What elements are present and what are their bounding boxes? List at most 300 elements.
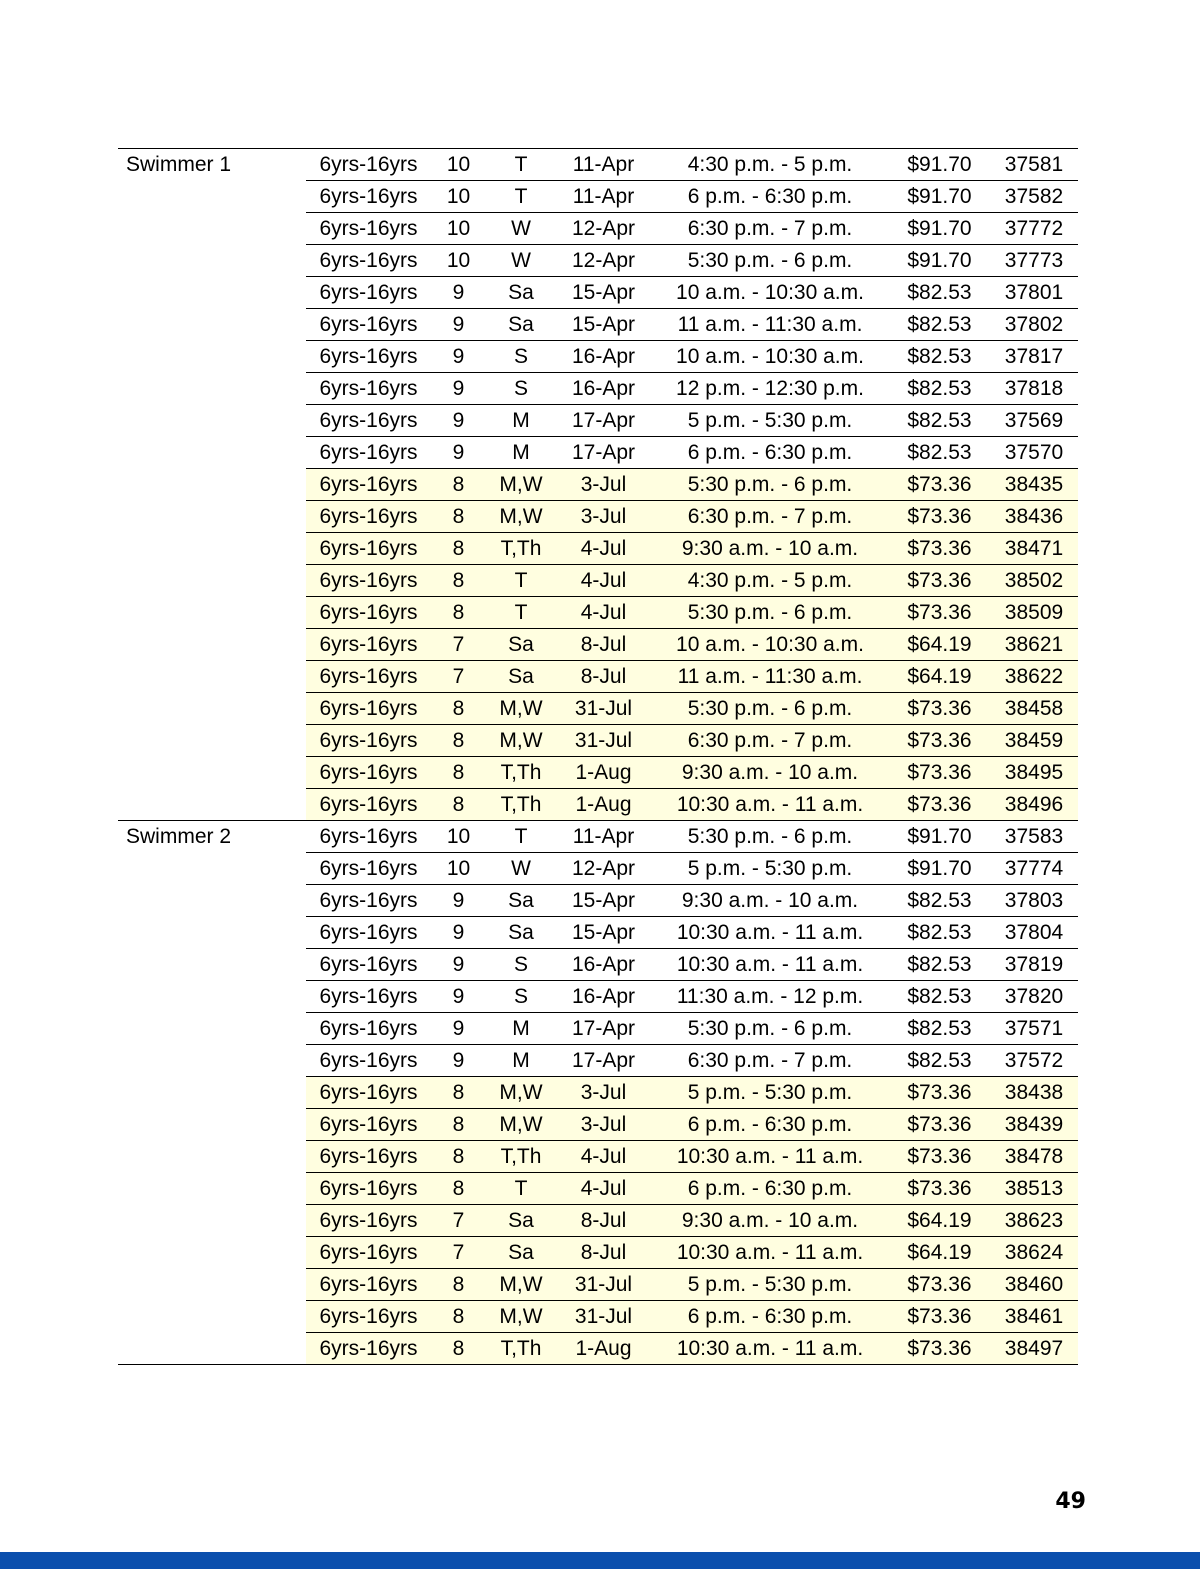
class-count-cell: 8: [452, 729, 465, 752]
class-count-cell: 9: [452, 1017, 465, 1040]
price-cell: $82.53: [907, 377, 972, 400]
table-row: [306, 885, 1078, 917]
table-row: [306, 213, 1078, 245]
class-count-cell: 8: [452, 601, 465, 624]
start-date-cell: 16-Apr: [571, 345, 636, 368]
start-date-cell: 16-Apr: [571, 953, 636, 976]
table-row: [306, 597, 1078, 629]
age-cell: 6yrs-16yrs: [319, 1113, 418, 1136]
table-row: [306, 405, 1078, 437]
time-cell: 5:30 p.m. - 6 p.m.: [687, 825, 853, 848]
price-cell: $73.36: [907, 761, 972, 784]
start-date-cell: 15-Apr: [571, 921, 636, 944]
time-cell: 5:30 p.m. - 6 p.m.: [687, 697, 853, 720]
age-cell: 6yrs-16yrs: [319, 761, 418, 784]
course-code-cell: 37570: [1004, 441, 1064, 464]
age-cell: 6yrs-16yrs: [319, 1017, 418, 1040]
table-row: [306, 469, 1078, 501]
age-cell: 6yrs-16yrs: [319, 697, 418, 720]
start-date-cell: 1-Aug: [575, 793, 632, 816]
class-count-cell: 7: [452, 665, 465, 688]
days-cell: Sa: [508, 1241, 534, 1264]
age-cell: 6yrs-16yrs: [319, 953, 418, 976]
age-cell: 6yrs-16yrs: [319, 633, 418, 656]
time-cell: 5:30 p.m. - 6 p.m.: [687, 249, 853, 272]
price-cell: $73.36: [907, 1113, 972, 1136]
age-cell: 6yrs-16yrs: [319, 153, 418, 176]
age-cell: 6yrs-16yrs: [319, 729, 418, 752]
age-cell: 6yrs-16yrs: [319, 1209, 418, 1232]
course-code-cell: 38513: [1004, 1177, 1064, 1200]
start-date-cell: 16-Apr: [571, 377, 636, 400]
time-cell: 5 p.m. - 5:30 p.m.: [687, 409, 853, 432]
class-schedule-table: [118, 148, 1078, 1365]
table-row: [306, 661, 1078, 693]
start-date-cell: 11-Apr: [572, 185, 635, 208]
age-cell: 6yrs-16yrs: [319, 281, 418, 304]
age-cell: 6yrs-16yrs: [319, 793, 418, 816]
class-count-cell: 8: [452, 505, 465, 528]
price-cell: $73.36: [907, 1337, 972, 1360]
time-cell: 11 a.m. - 11:30 a.m.: [677, 665, 863, 688]
start-date-cell: 8-Jul: [580, 1241, 627, 1264]
price-cell: $82.53: [907, 345, 972, 368]
price-cell: $73.36: [907, 569, 972, 592]
table-row: [306, 181, 1078, 213]
price-cell: $73.36: [907, 729, 972, 752]
start-date-cell: 15-Apr: [571, 281, 636, 304]
table-row: [306, 1333, 1078, 1364]
time-cell: 6:30 p.m. - 7 p.m.: [687, 1049, 853, 1072]
price-cell: $73.36: [907, 1273, 972, 1296]
days-cell: S: [513, 953, 528, 976]
course-code-cell: 38435: [1004, 473, 1064, 496]
table-row: [306, 1205, 1078, 1237]
time-cell: 10:30 a.m. - 11 a.m.: [676, 921, 864, 944]
table-row: [306, 1301, 1078, 1333]
days-cell: T: [514, 153, 528, 176]
days-cell: Sa: [508, 665, 534, 688]
age-cell: 6yrs-16yrs: [319, 537, 418, 560]
class-count-cell: 9: [452, 313, 465, 336]
price-cell: $82.53: [907, 313, 972, 336]
start-date-cell: 17-Apr: [571, 1017, 636, 1040]
price-cell: $73.36: [907, 1081, 972, 1104]
days-cell: S: [513, 377, 528, 400]
time-cell: 9:30 a.m. - 10 a.m.: [681, 889, 859, 912]
price-cell: $82.53: [907, 1049, 972, 1072]
days-cell: Sa: [508, 1209, 534, 1232]
age-cell: 6yrs-16yrs: [319, 377, 418, 400]
age-cell: 6yrs-16yrs: [319, 921, 418, 944]
start-date-cell: 12-Apr: [571, 249, 636, 272]
days-cell: W: [511, 217, 531, 240]
price-cell: $91.70: [907, 217, 972, 240]
start-date-cell: 31-Jul: [574, 1305, 633, 1328]
course-code-cell: 38495: [1004, 761, 1064, 784]
days-cell: M,W: [499, 697, 543, 720]
start-date-cell: 17-Apr: [571, 441, 636, 464]
days-cell: Sa: [508, 633, 534, 656]
start-date-cell: 3-Jul: [580, 1113, 627, 1136]
time-cell: 6 p.m. - 6:30 p.m.: [687, 1113, 853, 1136]
class-count-cell: 9: [452, 921, 465, 944]
table-row: [306, 1173, 1078, 1205]
table-row: [306, 725, 1078, 757]
time-cell: 5:30 p.m. - 6 p.m.: [687, 473, 853, 496]
start-date-cell: 31-Jul: [574, 729, 633, 752]
age-cell: 6yrs-16yrs: [319, 217, 418, 240]
time-cell: 11:30 a.m. - 12 p.m.: [676, 985, 864, 1008]
course-code-cell: 38458: [1004, 697, 1064, 720]
time-cell: 5:30 p.m. - 6 p.m.: [687, 1017, 853, 1040]
price-cell: $64.19: [907, 665, 972, 688]
class-count-cell: 7: [452, 1241, 465, 1264]
time-cell: 4:30 p.m. - 5 p.m.: [687, 569, 853, 592]
course-code-cell: 38624: [1004, 1241, 1064, 1264]
days-cell: M,W: [499, 473, 543, 496]
table-row: [306, 1045, 1078, 1077]
table-row: [306, 693, 1078, 725]
start-date-cell: 4-Jul: [580, 601, 627, 624]
course-code-cell: 37819: [1004, 953, 1064, 976]
table-row: [306, 245, 1078, 277]
age-cell: 6yrs-16yrs: [319, 249, 418, 272]
start-date-cell: 17-Apr: [571, 1049, 636, 1072]
table-row: [306, 341, 1078, 373]
class-count-cell: 8: [452, 1177, 465, 1200]
days-cell: M,W: [499, 1273, 543, 1296]
footer-bar: [0, 1552, 1200, 1569]
table-row: [306, 1269, 1078, 1301]
course-code-cell: 37572: [1004, 1049, 1064, 1072]
days-cell: Sa: [508, 889, 534, 912]
time-cell: 5 p.m. - 5:30 p.m.: [687, 1081, 853, 1104]
time-cell: 5:30 p.m. - 6 p.m.: [687, 601, 853, 624]
age-cell: 6yrs-16yrs: [319, 889, 418, 912]
days-cell: W: [511, 249, 531, 272]
days-cell: T,Th: [500, 761, 542, 784]
days-cell: T,Th: [500, 793, 542, 816]
course-code-cell: 37802: [1004, 313, 1064, 336]
days-cell: M,W: [499, 505, 543, 528]
group-2: [118, 821, 1078, 1365]
days-cell: M,W: [499, 729, 543, 752]
page-number: 49: [1055, 1489, 1086, 1514]
time-cell: 11 a.m. - 11:30 a.m.: [677, 313, 863, 336]
class-count-cell: 10: [446, 825, 471, 848]
class-count-cell: 8: [452, 697, 465, 720]
class-count-cell: 9: [452, 409, 465, 432]
price-cell: $82.53: [907, 441, 972, 464]
price-cell: $73.36: [907, 473, 972, 496]
table-row: [306, 1013, 1078, 1045]
price-cell: $91.70: [907, 185, 972, 208]
class-count-cell: 8: [452, 569, 465, 592]
class-count-cell: 8: [452, 537, 465, 560]
course-code-cell: 38496: [1004, 793, 1064, 816]
days-cell: T,Th: [500, 537, 542, 560]
start-date-cell: 16-Apr: [571, 985, 636, 1008]
age-cell: 6yrs-16yrs: [319, 601, 418, 624]
class-count-cell: 10: [446, 217, 471, 240]
course-code-cell: 37820: [1004, 985, 1064, 1008]
table-row: [306, 1237, 1078, 1269]
price-cell: $64.19: [907, 1209, 972, 1232]
course-code-cell: 38478: [1004, 1145, 1064, 1168]
class-count-cell: 9: [452, 985, 465, 1008]
start-date-cell: 3-Jul: [580, 1081, 627, 1104]
start-date-cell: 1-Aug: [575, 1337, 632, 1360]
start-date-cell: 4-Jul: [580, 1145, 627, 1168]
class-count-cell: 10: [446, 857, 471, 880]
age-cell: 6yrs-16yrs: [319, 1337, 418, 1360]
table-row: [306, 437, 1078, 469]
days-cell: M,W: [499, 1113, 543, 1136]
days-cell: M: [512, 1017, 530, 1040]
table-row: [306, 917, 1078, 949]
class-count-cell: 10: [446, 249, 471, 272]
class-count-cell: 7: [452, 1209, 465, 1232]
class-count-cell: 8: [452, 473, 465, 496]
class-count-cell: 9: [452, 345, 465, 368]
class-count-cell: 8: [452, 793, 465, 816]
price-cell: $82.53: [907, 1017, 972, 1040]
price-cell: $82.53: [907, 953, 972, 976]
table-row: [306, 277, 1078, 309]
class-count-cell: 10: [446, 185, 471, 208]
start-date-cell: 31-Jul: [574, 1273, 633, 1296]
start-date-cell: 17-Apr: [571, 409, 636, 432]
start-date-cell: 3-Jul: [580, 505, 627, 528]
table-row: [306, 853, 1078, 885]
course-code-cell: 38460: [1004, 1273, 1064, 1296]
time-cell: 12 p.m. - 12:30 p.m.: [676, 377, 864, 400]
table-row: [306, 821, 1078, 853]
time-cell: 6 p.m. - 6:30 p.m.: [687, 1305, 853, 1328]
class-count-cell: 8: [452, 1305, 465, 1328]
time-cell: 6:30 p.m. - 7 p.m.: [687, 505, 853, 528]
table-row: [306, 1077, 1078, 1109]
age-cell: 6yrs-16yrs: [319, 1305, 418, 1328]
start-date-cell: 8-Jul: [580, 633, 627, 656]
course-code-cell: 37801: [1004, 281, 1064, 304]
age-cell: 6yrs-16yrs: [319, 569, 418, 592]
table-row: [306, 1109, 1078, 1141]
days-cell: W: [511, 857, 531, 880]
class-count-cell: 8: [452, 1145, 465, 1168]
age-cell: 6yrs-16yrs: [319, 825, 418, 848]
price-cell: $73.36: [907, 537, 972, 560]
course-code-cell: 37817: [1004, 345, 1064, 368]
class-count-cell: 8: [452, 761, 465, 784]
time-cell: 6 p.m. - 6:30 p.m.: [687, 185, 853, 208]
course-code-cell: 37818: [1004, 377, 1064, 400]
days-cell: T: [514, 825, 528, 848]
course-code-cell: 38502: [1004, 569, 1064, 592]
price-cell: $73.36: [907, 697, 972, 720]
price-cell: $91.70: [907, 249, 972, 272]
time-cell: 6 p.m. - 6:30 p.m.: [687, 1177, 853, 1200]
table-row: [306, 949, 1078, 981]
days-cell: T,Th: [500, 1337, 542, 1360]
start-date-cell: 12-Apr: [571, 217, 636, 240]
class-count-cell: 7: [452, 633, 465, 656]
days-cell: T: [514, 185, 528, 208]
price-cell: $82.53: [907, 409, 972, 432]
days-cell: M: [512, 409, 530, 432]
time-cell: 10:30 a.m. - 11 a.m.: [676, 1241, 864, 1264]
days-cell: T,Th: [500, 1145, 542, 1168]
course-code-cell: 38622: [1004, 665, 1064, 688]
start-date-cell: 8-Jul: [580, 1209, 627, 1232]
age-cell: 6yrs-16yrs: [319, 665, 418, 688]
class-count-cell: 9: [452, 281, 465, 304]
age-cell: 6yrs-16yrs: [319, 441, 418, 464]
start-date-cell: 4-Jul: [580, 569, 627, 592]
start-date-cell: 11-Apr: [572, 153, 635, 176]
price-cell: $73.36: [907, 793, 972, 816]
days-cell: M,W: [499, 1081, 543, 1104]
start-date-cell: 31-Jul: [574, 697, 633, 720]
age-cell: 6yrs-16yrs: [319, 345, 418, 368]
age-cell: 6yrs-16yrs: [319, 409, 418, 432]
course-code-cell: 37772: [1004, 217, 1064, 240]
time-cell: 9:30 a.m. - 10 a.m.: [681, 761, 859, 784]
price-cell: $64.19: [907, 1241, 972, 1264]
price-cell: $91.70: [907, 857, 972, 880]
class-count-cell: 9: [452, 441, 465, 464]
age-cell: 6yrs-16yrs: [319, 1241, 418, 1264]
days-cell: M: [512, 441, 530, 464]
course-code-cell: 37571: [1004, 1017, 1064, 1040]
course-code-cell: 38461: [1004, 1305, 1064, 1328]
price-cell: $64.19: [907, 633, 972, 656]
course-code-cell: 37581: [1004, 153, 1064, 176]
class-count-cell: 9: [452, 889, 465, 912]
course-code-cell: 37803: [1004, 889, 1064, 912]
class-count-cell: 9: [452, 1049, 465, 1072]
course-code-cell: 37773: [1004, 249, 1064, 272]
price-cell: $73.36: [907, 505, 972, 528]
class-count-cell: 9: [452, 953, 465, 976]
price-cell: $73.36: [907, 601, 972, 624]
age-cell: 6yrs-16yrs: [319, 1177, 418, 1200]
table-row: [306, 757, 1078, 789]
days-cell: S: [513, 985, 528, 1008]
table-row: [306, 309, 1078, 341]
price-cell: $82.53: [907, 921, 972, 944]
start-date-cell: 1-Aug: [575, 761, 632, 784]
time-cell: 6:30 p.m. - 7 p.m.: [687, 729, 853, 752]
table-row: [306, 629, 1078, 661]
time-cell: 10 a.m. - 10:30 a.m.: [676, 345, 864, 368]
start-date-cell: 3-Jul: [580, 473, 627, 496]
class-count-cell: 10: [446, 153, 471, 176]
age-cell: 6yrs-16yrs: [319, 185, 418, 208]
group-1: [118, 149, 1078, 821]
age-cell: 6yrs-16yrs: [319, 505, 418, 528]
time-cell: 9:30 a.m. - 10 a.m.: [681, 1209, 859, 1232]
table-row: [306, 565, 1078, 597]
days-cell: Sa: [508, 281, 534, 304]
course-code-cell: 38623: [1004, 1209, 1064, 1232]
price-cell: $82.53: [907, 281, 972, 304]
table-row: [306, 789, 1078, 820]
age-cell: 6yrs-16yrs: [319, 1145, 418, 1168]
course-code-cell: 37582: [1004, 185, 1064, 208]
table-row: [306, 981, 1078, 1013]
price-cell: $91.70: [907, 825, 972, 848]
course-code-cell: 38509: [1004, 601, 1064, 624]
time-cell: 9:30 a.m. - 10 a.m.: [681, 537, 859, 560]
table-row: [306, 501, 1078, 533]
class-count-cell: 8: [452, 1113, 465, 1136]
course-code-cell: 38439: [1004, 1113, 1064, 1136]
table-row: [306, 149, 1078, 181]
class-count-cell: 8: [452, 1273, 465, 1296]
course-code-cell: 38497: [1004, 1337, 1064, 1360]
class-count-cell: 8: [452, 1337, 465, 1360]
course-code-cell: 38459: [1004, 729, 1064, 752]
time-cell: 6:30 p.m. - 7 p.m.: [687, 217, 853, 240]
table-row: [306, 373, 1078, 405]
course-code-cell: 38621: [1004, 633, 1064, 656]
days-cell: T: [514, 601, 528, 624]
start-date-cell: 15-Apr: [571, 313, 636, 336]
class-count-cell: 8: [452, 1081, 465, 1104]
course-code-cell: 38471: [1004, 537, 1064, 560]
course-code-cell: 37774: [1004, 857, 1064, 880]
price-cell: $91.70: [907, 153, 972, 176]
age-cell: 6yrs-16yrs: [319, 1081, 418, 1104]
days-cell: M: [512, 1049, 530, 1072]
days-cell: S: [513, 345, 528, 368]
age-cell: 6yrs-16yrs: [319, 473, 418, 496]
course-code-cell: 37569: [1004, 409, 1064, 432]
table-row: [306, 1141, 1078, 1173]
time-cell: 6 p.m. - 6:30 p.m.: [687, 441, 853, 464]
age-cell: 6yrs-16yrs: [319, 313, 418, 336]
class-count-cell: 9: [452, 377, 465, 400]
course-code-cell: 38436: [1004, 505, 1064, 528]
time-cell: 10 a.m. - 10:30 a.m.: [676, 633, 864, 656]
age-cell: 6yrs-16yrs: [319, 1049, 418, 1072]
course-code-cell: 38438: [1004, 1081, 1064, 1104]
days-cell: Sa: [508, 921, 534, 944]
course-code-cell: 37583: [1004, 825, 1064, 848]
price-cell: $73.36: [907, 1145, 972, 1168]
price-cell: $82.53: [907, 889, 972, 912]
time-cell: 10:30 a.m. - 11 a.m.: [676, 953, 864, 976]
start-date-cell: 15-Apr: [571, 889, 636, 912]
course-code-cell: 37804: [1004, 921, 1064, 944]
age-cell: 6yrs-16yrs: [319, 857, 418, 880]
start-date-cell: 8-Jul: [580, 665, 627, 688]
time-cell: 10:30 a.m. - 11 a.m.: [676, 1337, 864, 1360]
price-cell: $73.36: [907, 1305, 972, 1328]
price-cell: $82.53: [907, 985, 972, 1008]
days-cell: T: [514, 1177, 528, 1200]
days-cell: T: [514, 569, 528, 592]
days-cell: Sa: [508, 313, 534, 336]
time-cell: 5 p.m. - 5:30 p.m.: [687, 857, 853, 880]
start-date-cell: 11-Apr: [572, 825, 635, 848]
price-cell: $73.36: [907, 1177, 972, 1200]
group-label: Swimmer 2: [126, 825, 232, 848]
start-date-cell: 4-Jul: [580, 537, 627, 560]
table-row: [306, 533, 1078, 565]
